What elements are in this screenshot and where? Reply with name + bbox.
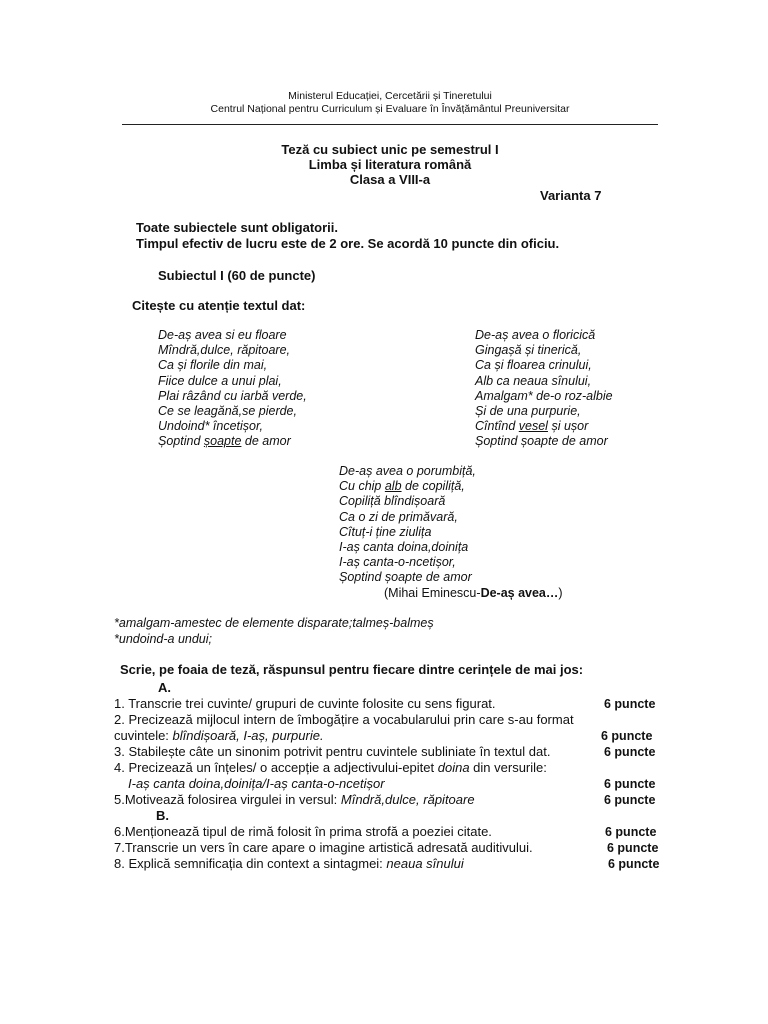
question-6: 6.Menționează tipul de rimă folosit în prima strofă a poeziei citate. <box>114 824 492 839</box>
poem-text: Cu chip <box>339 479 385 494</box>
poem-line: Ca și floarea crinului, <box>475 358 592 373</box>
poem-attribution <box>384 586 563 600</box>
question-8 <box>114 856 464 872</box>
q2-text: cuvintele: <box>114 728 173 743</box>
points-q2: 6 puncte <box>601 729 653 743</box>
question-5 <box>114 792 475 808</box>
poem-line: Ca și florile din mai, <box>158 358 268 373</box>
poem-line: I-aș canta doina,doinița <box>339 539 469 554</box>
q5-verse: Mîndră,dulce, răpitoare <box>340 792 475 807</box>
exam-title: Teză cu subiect unic pe semestrul I <box>281 142 499 157</box>
poem-line: Undoind* încetișor, <box>158 419 263 434</box>
attribution-close: ) <box>558 586 563 600</box>
exam-class: Clasa a VIII-a <box>349 172 431 187</box>
ministry-header: Ministerul Educației, Cercetării și Tineretului <box>288 90 492 102</box>
poem-line: De-aș avea o porumbiță, <box>339 464 476 478</box>
points-q5: 6 puncte <box>604 793 656 807</box>
poem-text: de copiliță, <box>401 479 465 494</box>
attribution-author: (Mihai Eminescu- <box>384 586 481 600</box>
section-a-heading: A. <box>158 680 171 695</box>
task-prompt: Scrie, pe foaia de teză, răspunsul pentru fiecare dintre cerințele de mai jos: <box>120 662 584 677</box>
poem-line: De-aș avea o floricică <box>475 328 596 342</box>
glossary-note-amalgam: *amalgam-amestec de elemente disparate;talmeș-balmeș <box>114 616 434 630</box>
question-2-line-1: 2. Precizează mijlocul intern de îmbogățire a vocabularului prin care s-au format <box>114 712 574 727</box>
instruction-mandatory: Toate subiectele sunt obligatorii. <box>136 220 339 235</box>
question-3: 3. Stabilește câte un sinonim potrivit pentru cuvintele subliniate în textul dat. <box>114 744 551 759</box>
q4-word: doina <box>437 760 470 775</box>
q5-text: 5.Motivează folosirea virgulei in versul: <box>114 792 341 807</box>
underlined-word: șoapte <box>203 434 242 449</box>
question-2-line-2 <box>114 728 324 744</box>
section-b-heading: B. <box>156 808 169 823</box>
poem-line: Șoptind șoapte de amor <box>339 570 472 585</box>
points-q4: 6 puncte <box>604 777 656 791</box>
poem-line: De-aș avea si eu floare <box>158 328 287 342</box>
q4-text: 4. Precizează un înțeles/ o accepție a adjectivului-epitet <box>114 760 438 775</box>
header-divider <box>122 124 658 125</box>
exam-subject: Limba și literatura română <box>308 157 472 172</box>
poem-line: Amalgam* de-o roz-albie <box>475 388 613 403</box>
question-4-line-1 <box>114 760 547 776</box>
poem-line: Și de una purpurie, <box>475 403 581 418</box>
q8-phrase: neaua sînului <box>386 856 464 871</box>
exam-variant: Varianta 7 <box>540 188 602 203</box>
question-7: 7.Transcrie un vers în care apare o imagine artistică adresată auditivului. <box>114 840 533 855</box>
center-header: Centrul Național pentru Curriculum și Evaluare în Învățământul Preuniversitar <box>210 103 570 115</box>
instruction-time: Timpul efectiv de lucru este de 2 ore. Se acordă 10 puncte din oficiu. <box>136 236 560 251</box>
q8-text: 8. Explică semnificația din context a sintagmei: <box>114 856 387 871</box>
glossary-note-undoind: *undoind-a undui; <box>114 632 212 646</box>
poem-stanza-3 <box>339 464 476 586</box>
poem-line: I-aș canta-o-ncetișor, <box>339 555 456 570</box>
poem-line: Gingașă și tinerică, <box>475 343 582 358</box>
poem-line <box>475 419 613 434</box>
attribution-title: De-aș avea… <box>480 586 559 600</box>
poem-text: de amor <box>241 434 291 449</box>
q2-words: blîndișoară, I-aș, purpurie. <box>172 728 324 743</box>
points-q1: 6 puncte <box>604 697 656 711</box>
poem-line: Plai râzând cu iarbă verde, <box>158 388 307 403</box>
poem-text: Cîntînd <box>475 419 519 434</box>
poem-stanza-1 <box>158 328 307 450</box>
poem-line <box>339 479 476 494</box>
points-q6: 6 puncte <box>605 825 657 839</box>
poem-line: Cîtuț-i ține ziulița <box>339 524 432 539</box>
underlined-word: alb <box>384 479 402 494</box>
q4-text-end: din versurile: <box>469 760 547 775</box>
poem-stanza-2 <box>475 328 613 450</box>
poem-line <box>158 434 307 449</box>
poem-line: Mîndră,dulce, răpitoare, <box>158 343 291 358</box>
poem-text: și ușor <box>547 419 589 434</box>
poem-line: Fiice dulce a unui plai, <box>158 373 282 388</box>
poem-text: Șoptind <box>158 434 204 449</box>
poem-line: Ce se leagănă,se pierde, <box>158 403 297 418</box>
points-q3: 6 puncte <box>604 745 656 759</box>
underlined-word: vesel <box>518 419 548 434</box>
read-prompt: Citește cu atenție textul dat: <box>132 298 306 313</box>
question-1: 1. Transcrie trei cuvinte/ grupuri de cuvinte folosite cu sens figurat. <box>114 696 496 711</box>
poem-line: Alb ca neaua sînului, <box>475 373 592 388</box>
poem-line: Copiliță blîndișoară <box>339 494 446 509</box>
question-4-line-2: I-aș canta doina,doinița/I-aș canta-o-ncetișor <box>128 776 385 791</box>
subject-heading: Subiectul I (60 de puncte) <box>158 268 316 283</box>
poem-line: Șoptind șoapte de amor <box>475 434 608 449</box>
points-q7: 6 puncte <box>607 841 659 855</box>
points-q8: 6 puncte <box>608 857 660 871</box>
poem-line: Ca o zi de primăvară, <box>339 509 458 524</box>
